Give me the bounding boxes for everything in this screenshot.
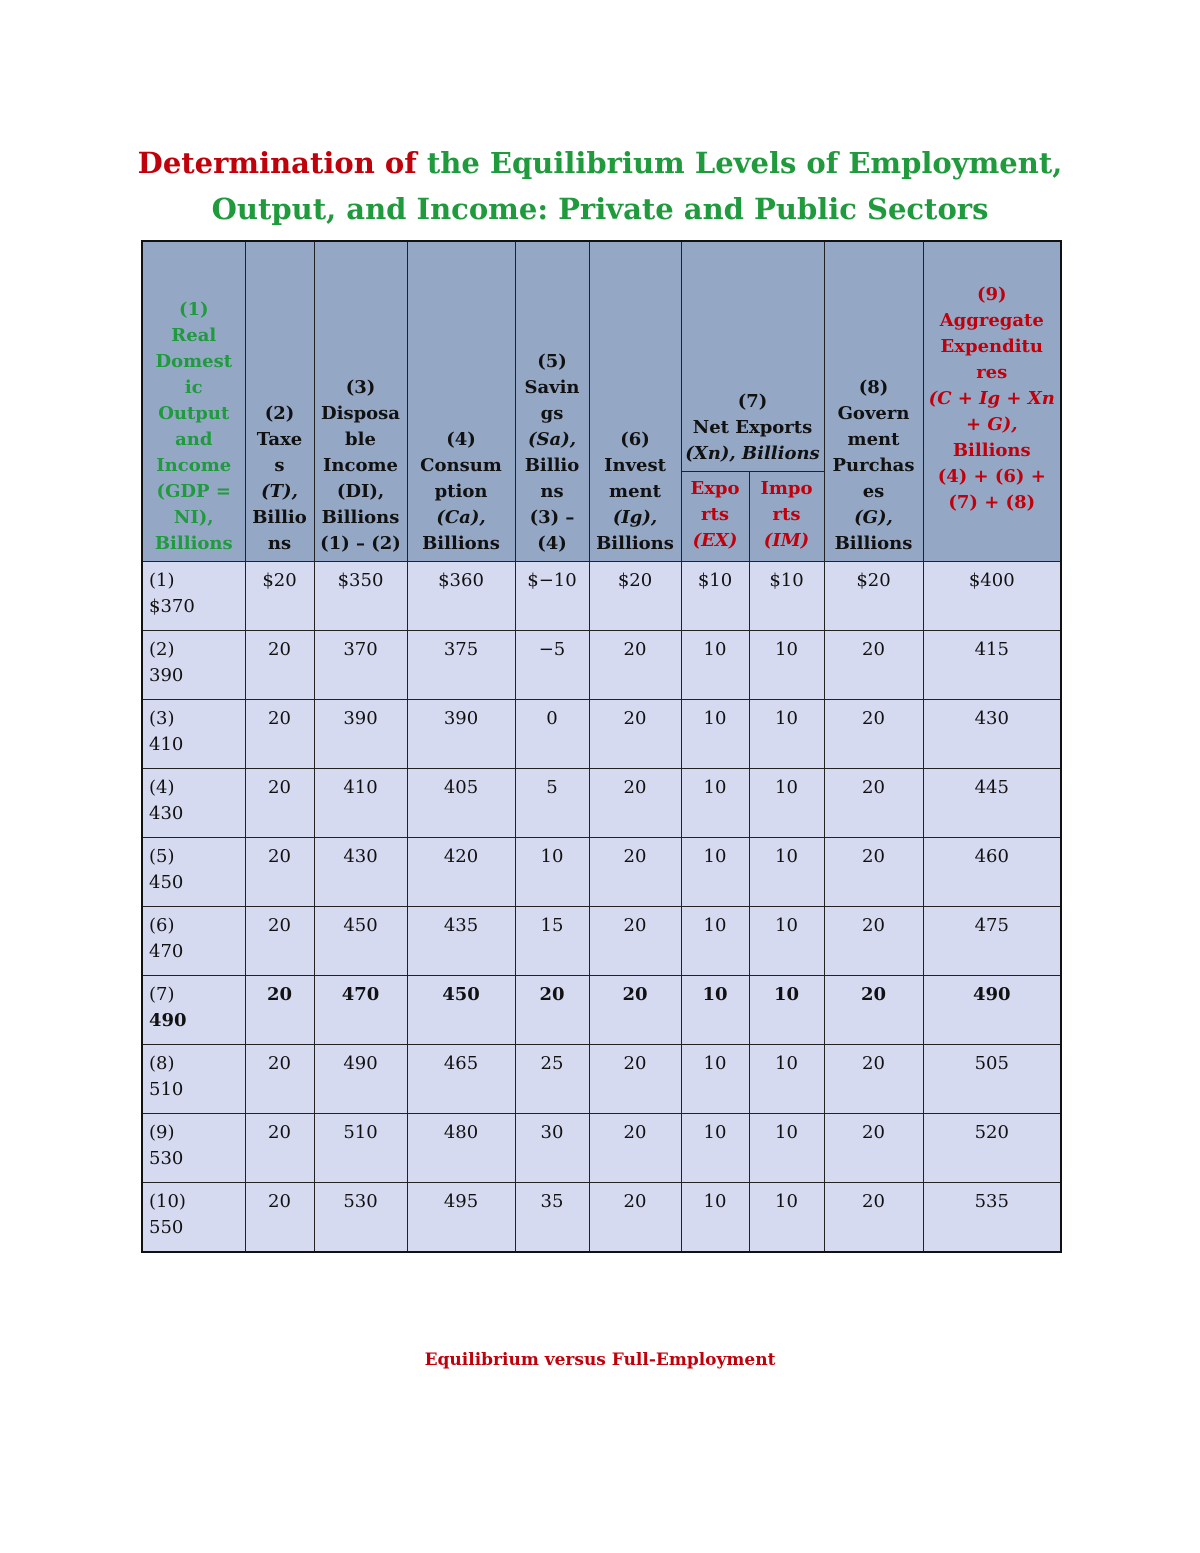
title-part-1: Determination of [137, 146, 417, 180]
cell-t: 20 [245, 1182, 314, 1252]
cell-g: 20 [824, 1182, 923, 1252]
table-row [142, 1113, 1061, 1182]
cell-g: 20 [824, 630, 923, 699]
row-gdp-cell: (6) 470 [142, 906, 245, 975]
cell-im: 10 [749, 906, 824, 975]
cell-ex: 10 [681, 1113, 749, 1182]
cell-s: 15 [515, 906, 589, 975]
cell-t: 20 [245, 768, 314, 837]
header-government-purchases: (8) Govern ment Purchas es (G), Billions [824, 241, 923, 561]
cell-ae: $400 [923, 561, 1061, 630]
cell-c: $360 [407, 561, 515, 630]
cell-c: 450 [407, 975, 515, 1044]
table-row [142, 975, 1061, 1044]
cell-c: 465 [407, 1044, 515, 1113]
cell-i: 20 [589, 699, 681, 768]
cell-s: 30 [515, 1113, 589, 1182]
cell-g: 20 [824, 1044, 923, 1113]
header-aggregate-expenditures: (9) Aggregate Expenditu res (C + Ig + Xn + G), Billions (4) + (6) + (7) + (8) [923, 241, 1061, 561]
cell-im: 10 [749, 1182, 824, 1252]
cell-g: 20 [824, 699, 923, 768]
title-part-2: the Equilibrium Levels of Employment, [426, 146, 1063, 180]
cell-s: $−10 [515, 561, 589, 630]
header-net-exports: (7) Net Exports (Xn), Billions [681, 241, 824, 471]
table-row [142, 1044, 1061, 1113]
cell-c: 435 [407, 906, 515, 975]
cell-g: $20 [824, 561, 923, 630]
cell-di: 430 [314, 837, 407, 906]
cell-ae: 445 [923, 768, 1061, 837]
cell-t: 20 [245, 699, 314, 768]
cell-t: 20 [245, 906, 314, 975]
cell-s: 10 [515, 837, 589, 906]
cell-im: 10 [749, 699, 824, 768]
cell-i: 20 [589, 975, 681, 1044]
cell-ae: 535 [923, 1182, 1061, 1252]
cell-ae: 415 [923, 630, 1061, 699]
cell-ex: 10 [681, 699, 749, 768]
row-gdp-cell: (10) 550 [142, 1182, 245, 1252]
cell-di: $350 [314, 561, 407, 630]
cell-g: 20 [824, 768, 923, 837]
row-gdp-cell: (4) 430 [142, 768, 245, 837]
cell-ae: 490 [923, 975, 1061, 1044]
cell-di: 530 [314, 1182, 407, 1252]
header-savings: (5) Savin gs (Sa), Billio ns (3) – (4) [515, 241, 589, 561]
cell-i: 20 [589, 630, 681, 699]
cell-di: 410 [314, 768, 407, 837]
cell-im: 10 [749, 1044, 824, 1113]
cell-di: 470 [314, 975, 407, 1044]
header-row [142, 241, 1061, 471]
cell-g: 20 [824, 906, 923, 975]
cell-ex: 10 [681, 906, 749, 975]
cell-i: $20 [589, 561, 681, 630]
cell-s: 0 [515, 699, 589, 768]
cell-i: 20 [589, 1182, 681, 1252]
row-gdp-cell: (5) 450 [142, 837, 245, 906]
row-gdp-cell: (9) 530 [142, 1113, 245, 1182]
row-gdp-cell: (8) 510 [142, 1044, 245, 1113]
cell-t: 20 [245, 975, 314, 1044]
cell-ex: 10 [681, 630, 749, 699]
cell-i: 20 [589, 768, 681, 837]
cell-i: 20 [589, 1113, 681, 1182]
cell-di: 370 [314, 630, 407, 699]
page-title [0, 140, 1200, 232]
cell-t: 20 [245, 837, 314, 906]
cell-di: 390 [314, 699, 407, 768]
table-body [142, 561, 1061, 1252]
table-row [142, 768, 1061, 837]
header-taxes: (2) Taxe s (T), Billio ns [245, 241, 314, 561]
cell-t: $20 [245, 561, 314, 630]
cell-im: 10 [749, 975, 824, 1044]
table-row [142, 630, 1061, 699]
table-row [142, 906, 1061, 975]
cell-ex: 10 [681, 837, 749, 906]
equilibrium-table [141, 240, 1062, 1253]
cell-c: 390 [407, 699, 515, 768]
footer-heading: Equilibrium versus Full-Employment [424, 1350, 776, 1370]
cell-t: 20 [245, 630, 314, 699]
cell-c: 405 [407, 768, 515, 837]
cell-c: 420 [407, 837, 515, 906]
cell-im: 10 [749, 837, 824, 906]
cell-c: 375 [407, 630, 515, 699]
header-imports: Impo rts (IM) [749, 471, 824, 561]
cell-im: $10 [749, 561, 824, 630]
cell-ex: 10 [681, 1182, 749, 1252]
cell-ex: $10 [681, 561, 749, 630]
cell-s: −5 [515, 630, 589, 699]
title-line-2: Output, and Income: Private and Public Sectors [211, 192, 989, 226]
row-gdp-cell: (7) 490 [142, 975, 245, 1044]
table-row [142, 837, 1061, 906]
title-line-1 [0, 140, 1200, 186]
cell-ae: 520 [923, 1113, 1061, 1182]
cell-s: 25 [515, 1044, 589, 1113]
row-gdp-cell: (3) 410 [142, 699, 245, 768]
cell-t: 20 [245, 1113, 314, 1182]
cell-i: 20 [589, 1044, 681, 1113]
cell-ex: 10 [681, 975, 749, 1044]
row-gdp-cell: (1) $370 [142, 561, 245, 630]
table-row [142, 699, 1061, 768]
row-gdp-cell: (2) 390 [142, 630, 245, 699]
cell-ae: 505 [923, 1044, 1061, 1113]
cell-c: 480 [407, 1113, 515, 1182]
cell-di: 450 [314, 906, 407, 975]
cell-di: 490 [314, 1044, 407, 1113]
cell-g: 20 [824, 975, 923, 1044]
cell-i: 20 [589, 837, 681, 906]
cell-s: 5 [515, 768, 589, 837]
cell-ae: 460 [923, 837, 1061, 906]
cell-im: 10 [749, 630, 824, 699]
cell-c: 495 [407, 1182, 515, 1252]
header-real-gdp: (1) Real Domest ic Output and Income (GDP = NI), Billions [142, 241, 245, 561]
cell-im: 10 [749, 1113, 824, 1182]
cell-ae: 475 [923, 906, 1061, 975]
header-exports: Expo rts (EX) [681, 471, 749, 561]
cell-di: 510 [314, 1113, 407, 1182]
cell-t: 20 [245, 1044, 314, 1113]
cell-s: 20 [515, 975, 589, 1044]
cell-ex: 10 [681, 1044, 749, 1113]
cell-im: 10 [749, 768, 824, 837]
cell-i: 20 [589, 906, 681, 975]
header-consumption: (4) Consum ption (Ca), Billions [407, 241, 515, 561]
header-disposable-income: (3) Disposa ble Income (DI), Billions (1) – (2) [314, 241, 407, 561]
cell-g: 20 [824, 837, 923, 906]
header-investment: (6) Invest ment (Ig), Billions [589, 241, 681, 561]
cell-g: 20 [824, 1113, 923, 1182]
table-row [142, 561, 1061, 630]
table-row [142, 1182, 1061, 1252]
cell-ae: 430 [923, 699, 1061, 768]
cell-ex: 10 [681, 768, 749, 837]
cell-s: 35 [515, 1182, 589, 1252]
